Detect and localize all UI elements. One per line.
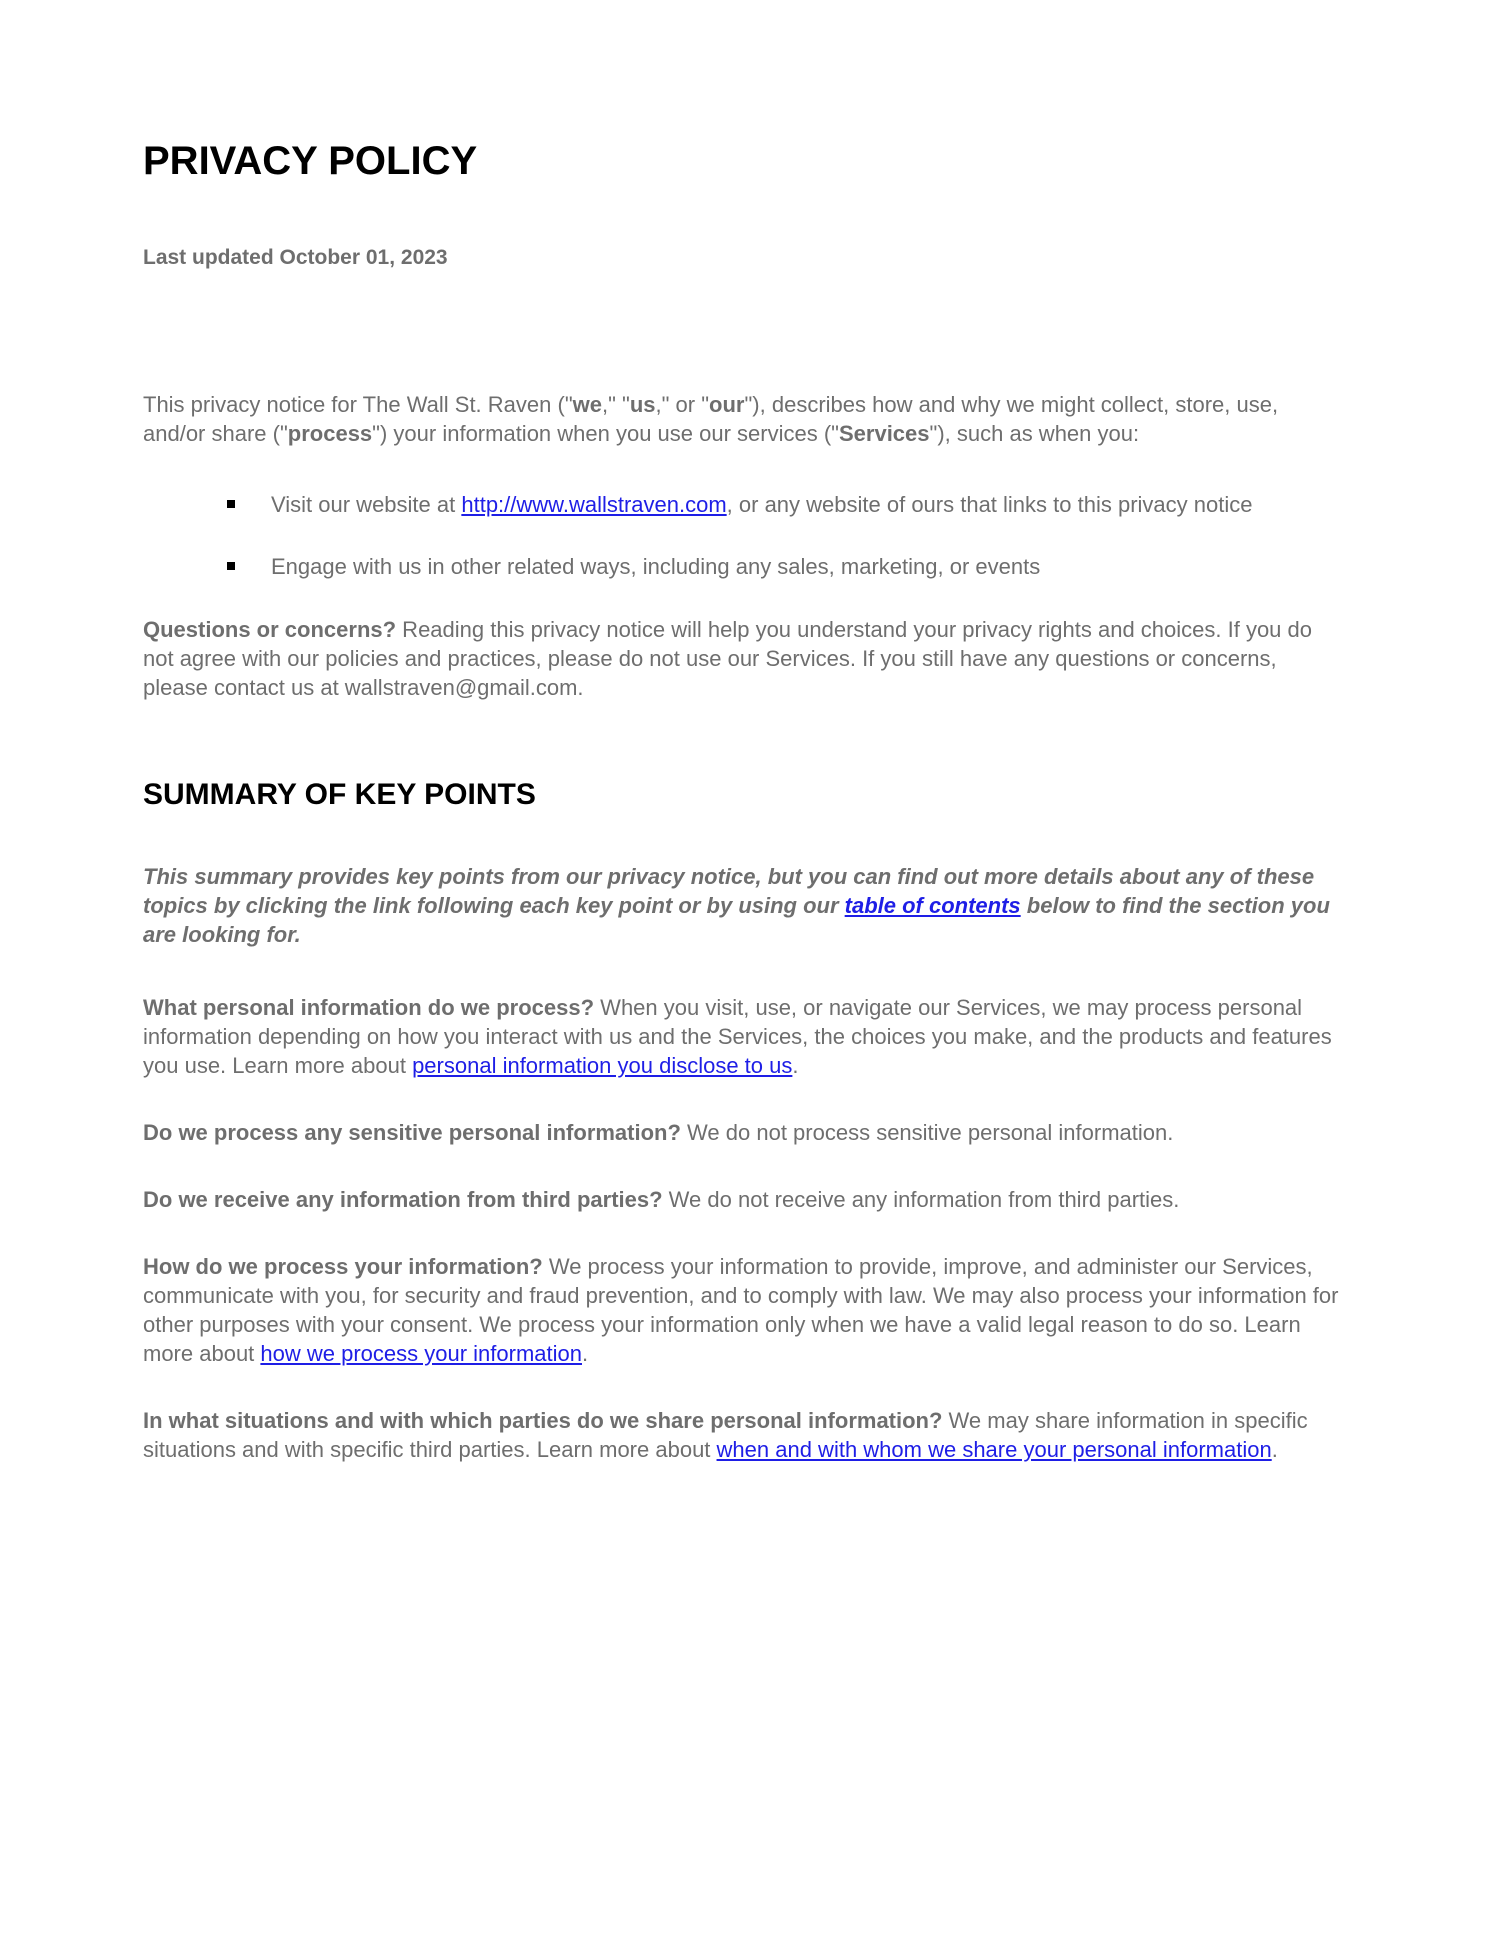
intro-bullet-list — [143, 490, 1345, 581]
intro-paragraph — [143, 390, 1345, 448]
bullet1-text-pre: Visit our website at — [271, 492, 462, 517]
intro-bold-process: process — [287, 421, 373, 446]
intro-seg-6: "), such as when you: — [929, 421, 1140, 446]
questions-body: Reading this privacy notice will help you understand your privacy rights and choices. If you do not agree with our policies and practices, please do not use our Services. If you still have any questions or concerns, please contact us at wallstraven@gmail.com. — [143, 617, 1312, 700]
key-point-lead: Do we receive any information from third parties? — [143, 1187, 663, 1212]
bullet2-text: Engage with us in other related ways, including any sales, marketing, or events — [271, 554, 1041, 579]
key-point-tail: . — [1271, 1437, 1278, 1462]
key-point-how-we-process — [143, 1252, 1345, 1368]
intro-seg-1: This privacy notice for The Wall St. Raven (" — [143, 392, 573, 417]
summary-intro-paragraph — [143, 862, 1345, 949]
key-point-body: We may share information in specific situations and with specific third parties. Learn more about — [143, 1408, 1308, 1462]
key-point-body: We do not process sensitive personal information. — [680, 1120, 1174, 1145]
key-point-sharing-information — [143, 1406, 1345, 1464]
bullet-square-icon — [227, 500, 235, 508]
intro-seg-5: ") your information when you use our services (" — [372, 421, 839, 446]
link-table-of-contents[interactable]: table of contents — [844, 893, 1021, 918]
summary-of-key-points-heading: SUMMARY OF KEY POINTS — [143, 778, 536, 811]
bullet-item-website — [227, 490, 1345, 519]
key-point-sensitive-information — [143, 1118, 1345, 1147]
key-point-body: We do not receive any information from third parties. — [662, 1187, 1180, 1212]
key-point-lead: Do we process any sensitive personal information? — [143, 1120, 681, 1145]
key-point-body: When you visit, use, or navigate our Services, we may process personal information depending on how you interact with us and the Services, the choices you make, and the products and features you use. Learn more about — [143, 995, 1332, 1078]
intro-seg-2: ," " — [601, 392, 630, 417]
link-how-we-process-information[interactable]: how we process your information — [260, 1341, 582, 1366]
link-when-whom-we-share[interactable]: when and with whom we share your personal information — [716, 1437, 1272, 1462]
questions-or-concerns-paragraph — [143, 615, 1345, 702]
key-point-lead: In what situations and with which parties do we share personal information? — [143, 1408, 943, 1433]
questions-lead: Questions or concerns? — [143, 617, 397, 642]
intro-bold-we: we — [572, 392, 602, 417]
page-title: PRIVACY POLICY — [143, 139, 478, 183]
intro-seg-3: ," or " — [655, 392, 710, 417]
intro-bold-our: our — [709, 392, 745, 417]
bullet-square-icon — [227, 562, 235, 570]
intro-seg-4: "), describes how and why we might collect, store, use, and/or share (" — [143, 392, 1279, 446]
bullet1-text-post: , or any website of ours that links to this privacy notice — [726, 492, 1253, 517]
bullet-item-engage — [227, 552, 1345, 581]
intro-bold-services: Services — [838, 421, 930, 446]
key-point-lead: How do we process your information? — [143, 1254, 543, 1279]
key-point-body: We process your information to provide, improve, and administer our Services, communicate with you, for security and fraud prevention, and to comply with law. We may also process your information for other purposes with your consent. We process your information only when we have a valid legal reason to do so. Learn more about — [143, 1254, 1339, 1366]
key-point-tail: . — [792, 1053, 799, 1078]
summary-intro-post: below to find the section you are looking for. — [143, 893, 1330, 947]
link-wallstraven-website[interactable]: http://www.wallstraven.com — [461, 492, 727, 517]
summary-intro-pre: This summary provides key points from our privacy notice, but you can find out more details about any of these topics by clicking the link following each key point or by using our — [143, 864, 1315, 918]
intro-bold-us: us — [629, 392, 656, 417]
key-point-tail: . — [582, 1341, 589, 1366]
key-point-third-parties — [143, 1185, 1345, 1214]
key-point-personal-information — [143, 993, 1345, 1080]
key-point-lead: What personal information do we process? — [143, 995, 595, 1020]
last-updated-line: Last updated October 01, 2023 — [143, 246, 448, 269]
link-personal-information-disclosed[interactable]: personal information you disclose to us — [412, 1053, 793, 1078]
